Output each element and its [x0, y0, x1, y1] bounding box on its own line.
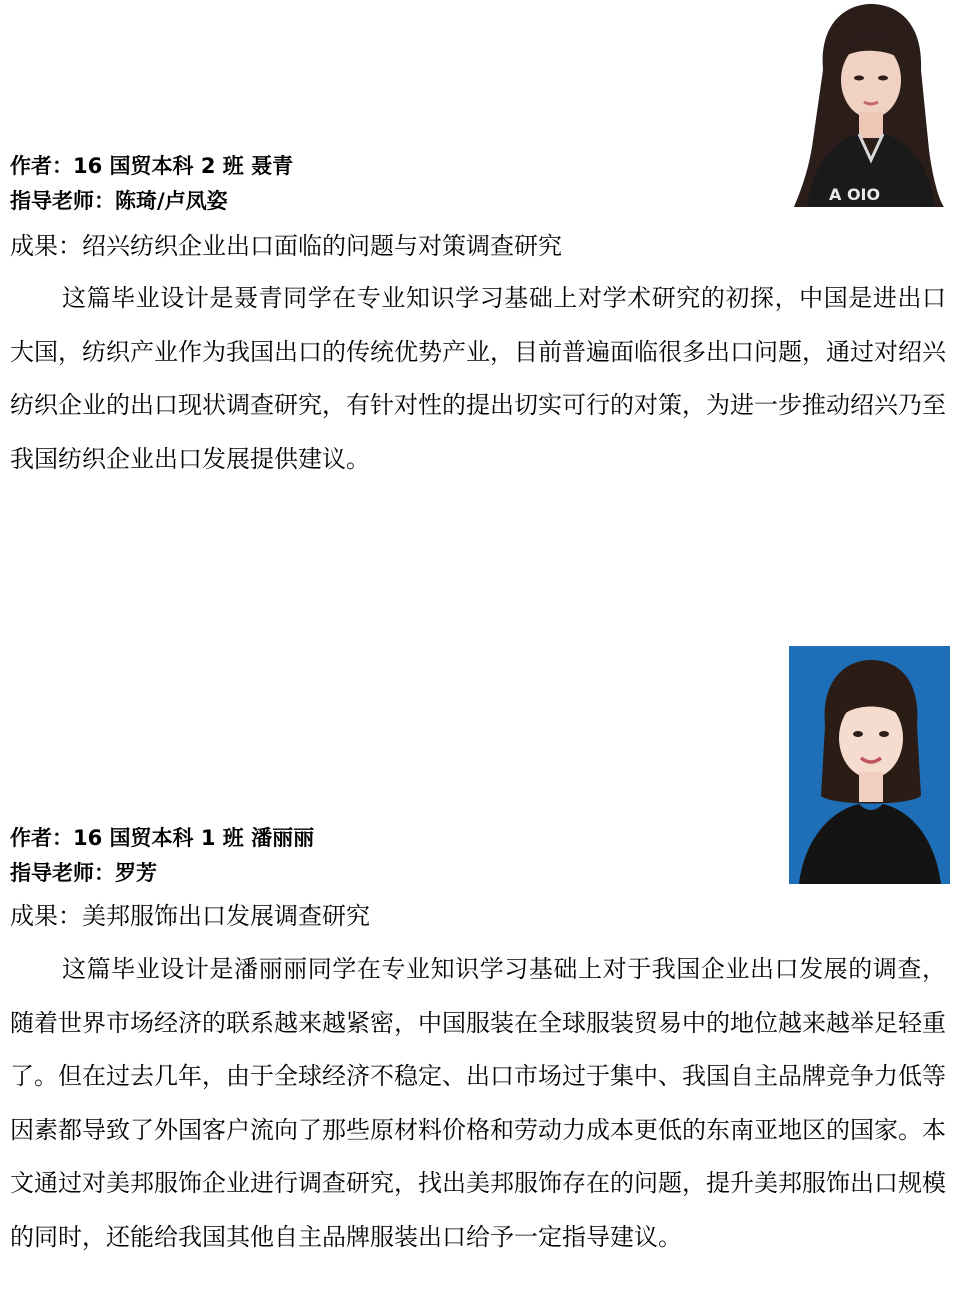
- result-line: [10, 898, 370, 934]
- result-label: 成果：: [10, 902, 82, 930]
- student-photo: [789, 646, 950, 884]
- author-line: [10, 149, 293, 183]
- advisor-label: 指导老师：: [10, 861, 115, 885]
- author-label: 作者：: [10, 826, 73, 850]
- advisor-value: 罗芳: [115, 861, 157, 885]
- author-value: 16 国贸本科 1 班 潘丽丽: [73, 826, 315, 850]
- description-paragraph: 这篇毕业设计是潘丽丽同学在专业知识学习基础上对于我国企业出口发展的调查，随着世界市场经济的联系越来越紧密，中国服装在全球服装贸易中的地位越来越举足轻重了。但在过去几年，由于全球经济不稳定、出口市场过于集中、我国自主品牌竞争力低等因素都导致了外国客户流向了那些原材料价格和劳动力成本更低的东南亚地区的国家。本文通过对美邦服饰企业进行调查研究，找出美邦服饰存在的问题，提升美邦服饰出口规模的同时，还能给我国其他自主品牌服装出口给予一定指导建议。: [10, 955, 946, 1251]
- portrait-illustration: [789, 0, 950, 207]
- result-label: 成果：: [10, 232, 82, 260]
- result-line: [10, 228, 562, 264]
- portrait-illustration: [789, 646, 950, 884]
- description-paragraph: 这篇毕业设计是聂青同学在专业知识学习基础上对学术研究的初探，中国是进出口大国，纺织产业作为我国出口的传统优势产业，目前普遍面临很多出口问题，通过对绍兴纺织企业的出口现状调查研究，有针对性的提出切实可行的对策，为进一步推动绍兴乃至我国纺织企业出口发展提供建议。: [10, 284, 946, 473]
- author-value: 16 国贸本科 2 班 聂青: [73, 154, 294, 178]
- svg-text:A OIO: A OIO: [829, 185, 881, 204]
- advisor-value: 陈琦/卢凤姿: [115, 189, 228, 213]
- graduate-entry-2: [0, 646, 954, 1305]
- author-label: 作者：: [10, 154, 73, 178]
- result-value: 绍兴纺织企业出口面临的问题与对策调查研究: [82, 232, 562, 260]
- advisor-line: [10, 856, 157, 890]
- result-value: 美邦服饰出口发展调查研究: [82, 902, 370, 930]
- advisor-line: [10, 184, 228, 218]
- author-line: [10, 821, 314, 855]
- advisor-label: 指导老师：: [10, 189, 115, 213]
- student-photo: [789, 0, 950, 207]
- graduate-entry-1: [0, 0, 954, 520]
